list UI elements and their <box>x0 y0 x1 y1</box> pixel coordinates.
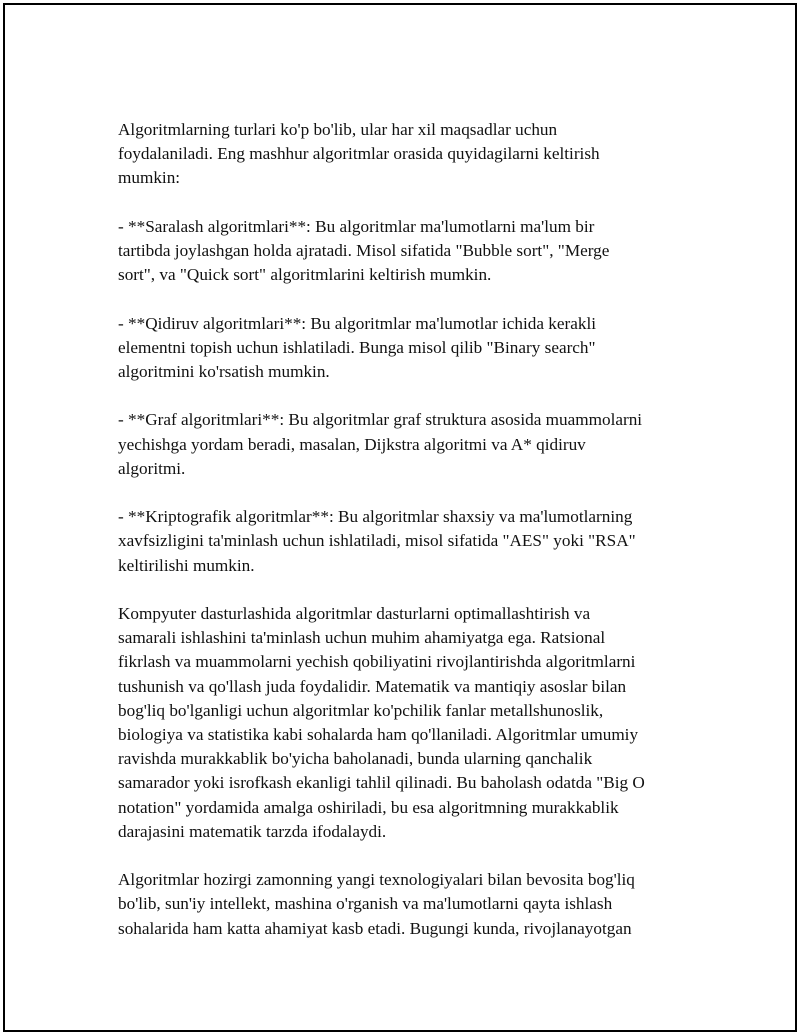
programming-paragraph: Kompyuter dasturlashida algoritmlar dasturlarni optimallashtirish va samarali ishlashini ta'minlash uchun muhim ahamiyatga ega. Ratsional fikrlash va muammolarni yechish qobiliyatini rivojlantirishda algoritmlarni tushunish va qo'llash juda foydalidir. Matematik va mantiqiy asoslar bilan bog'liq bo'lganligi uchun algoritmlar ko'pchilik fanlar metallshunoslik, biologiya va statistika kabi sohalarda ham qo'llaniladi. Algoritmlar umumiy ravishda murakkablik bo'yicha baholanadi, bunda ularning qanchalik samarador yoki isrofkash ekanligi tahlil qilinadi. Bu baholash odatda "Big O notation" yordamida amalga oshiriladi, bu esa algoritmning murakkablik darajasini matematik tarzda ifodalaydi. <box>118 603 645 841</box>
intro-paragraph: Algoritmlarning turlari ko'p bo'lib, ular har xil maqsadlar uchun foydalaniladi. Eng mashhur algoritmlar orasida quyidagilarni keltirish mumkin: <box>118 120 600 188</box>
list-item-cryptographic-algorithms: - **Kriptografik algoritmlar**: Bu algoritmlar shaxsiy va ma'lumotlarning xavfsizligini ta'minlash uchun ishlatiladi, misol sifatida "AES" yoki "RSA" keltirilishi mumkin. <box>118 507 636 575</box>
list-item-graph-algorithms: - **Graf algoritmlari**: Bu algoritmlar graf struktura asosida muammolarni yechishga yordam beradi, masalan, Dijkstra algoritmi va A* qidiruv algoritmi. <box>118 410 643 478</box>
list-item-sorting-algorithms: - **Saralash algoritmlari**: Bu algoritmlar ma'lumotlarni ma'lum bir tartibda joylashgan holda ajratadi. Misol sifatida "Bubble sort", "Merge sort", va "Quick sort" algoritmlarini keltirish mumkin. <box>118 216 610 285</box>
list-item-search-algorithms: - **Qidiruv algoritmlari**: Bu algoritmlar ma'lumotlar ichida kerakli elementni topish uchun ishlatiladi. Bunga misol qilib "Binary search" algoritmini ko'rsatish mumkin. <box>118 313 597 381</box>
technology-paragraph: Algoritmlar hozirgi zamonning yangi texnologiyalari bilan bevosita bog'liq bo'lib, sun'iy intellekt, mashina o'rganish va ma'lumotlarni qayta ishlash sohalarida ham katta ahamiyat kasb etadi. Bugungi kunda, rivojlanayotgan <box>118 870 635 938</box>
document-body <box>118 118 698 965</box>
